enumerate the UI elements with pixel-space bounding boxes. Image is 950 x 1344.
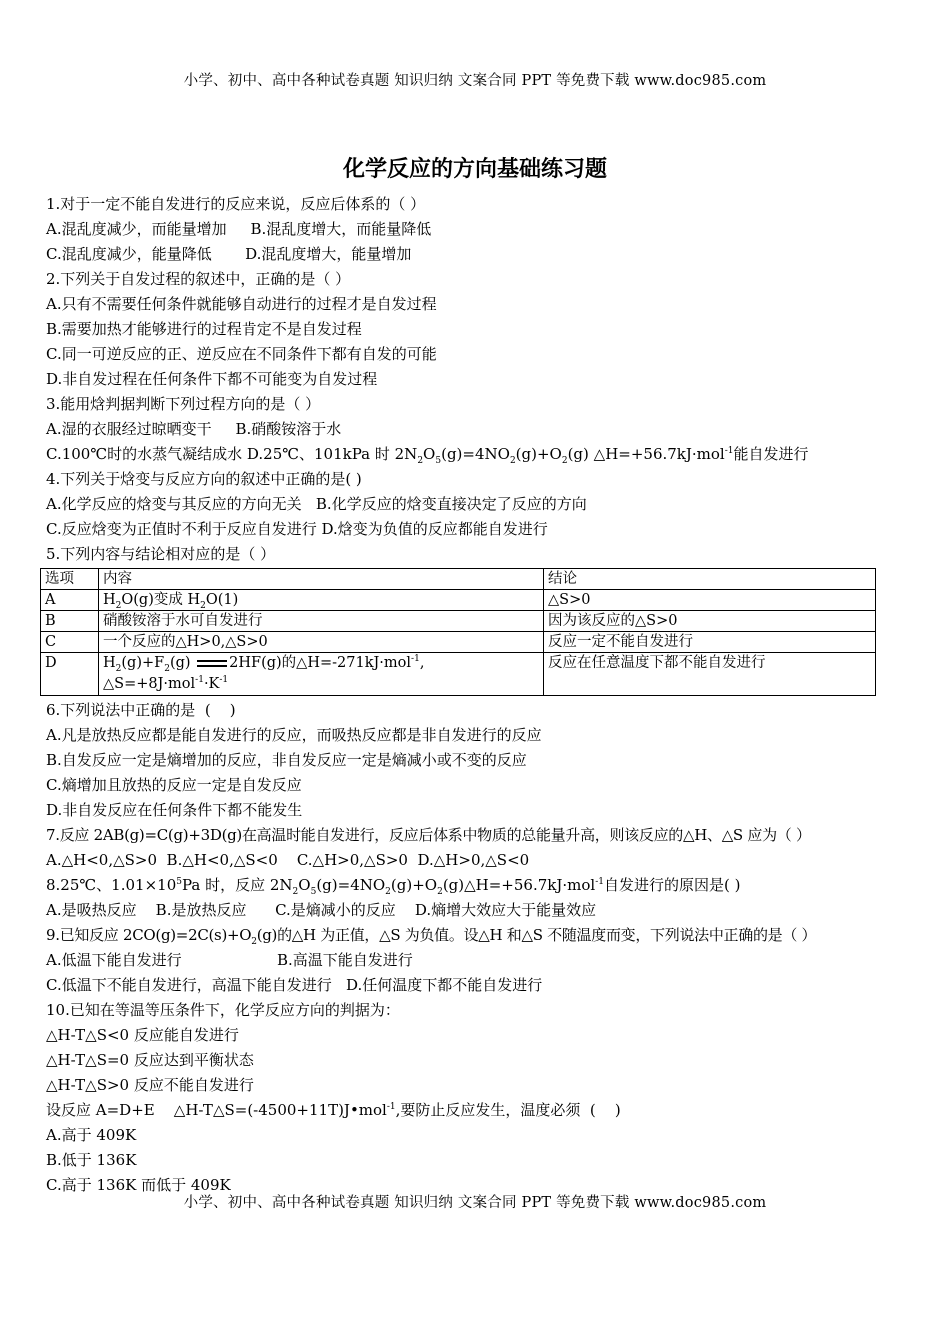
text: 设反应 A=D+E △H-T△S=(-4500+11T)J•mol [46,1101,387,1119]
question-9-stem [46,923,906,948]
table-cell-option: C [41,632,99,653]
table-cell-option: A [41,590,99,611]
sub: 2 [200,600,206,611]
text: (g)=4NO [441,445,510,463]
question-2-option-c: C.同一可逆反应的正、逆反应在不同条件下都有自发的可能 [46,345,437,363]
table-row [41,590,876,611]
text: O(g)变成 H [121,592,201,608]
question-4-stem: 4.下列关于焓变与反应方向的叙述中正确的是( ) [46,470,362,488]
question-4-options-cd: C.反应焓变为正值时不利于反应自发进行 D.焓变为负值的反应都能自发进行 [46,520,548,538]
question-10-option-c: C.高于 136K 而低于 409K [46,1176,231,1194]
sub: 5 [310,887,317,897]
table-header-row [41,569,876,590]
question-10-rule-1: △H-T△S<0 反应能自发进行 [46,1026,239,1044]
text: O(1) [205,592,239,608]
text: 9.已知反应 2CO(g)=2C(s)+O [46,926,252,944]
question-6-option-a: A.凡是放热反应都是能自发进行的反应，而吸热反应都是非自发进行的反应 [46,726,542,744]
question-10-condition [46,1098,906,1123]
table-cell-option: B [41,611,99,632]
text: (g) [169,655,196,671]
page-header: 小学、初中、高中各种试卷真题 知识归纳 文案合同 PPT 等免费下载 www.doc985.com [183,73,767,89]
question-2-option-a: A.只有不需要任何条件就能够自动进行的过程才是自发过程 [46,295,437,313]
text: H [103,655,116,671]
page-footer: 小学、初中、高中各种试卷真题 知识归纳 文案合同 PPT 等免费下载 www.doc985.com [183,1195,767,1211]
sup: -1 [195,675,204,686]
question-6-stem: 6.下列说法中正确的是 ( ) [46,701,236,719]
question-3-stem: 3.能用焓判据判断下列过程方向的是（ ） [46,395,321,413]
sup: -1 [219,675,229,686]
text: 自发进行的原因是( ) [603,876,741,894]
question-7-stem: 7.反应 2AB(g)=C(g)+3D(g)在高温时能自发进行，反应后体系中物质的总能量升高，则该反应的△H、△S 应为（ ） [46,826,811,844]
question-1-options-cd: C.混乱度减少，能量降低 D.混乱度增大，能量增加 [46,245,412,263]
question-10-option-a: A.高于 409K [46,1126,137,1144]
question-5-table [40,568,876,696]
table-cell-conclusion: 反应在任意温度下都不能自发进行 [544,653,876,696]
question-10-rule-2: △H-T△S=0 反应达到平衡状态 [46,1051,254,1069]
text: 8.25℃、1.01×10 [46,876,177,894]
question-7-options: A.△H<0,△S>0 B.△H<0,△S<0 C.△H>0,△S>0 D.△H>0,△S<0 [46,851,530,869]
sub: 2 [561,456,568,466]
question-2-stem: 2.下列关于自发过程的叙述中，正确的是（ ） [46,270,351,288]
table-header-cell: 结论 [544,569,876,590]
table-cell-content: 硝酸铵溶于水可自发进行 [99,611,544,632]
sup: 5 [176,877,182,887]
text: (g)△H=+56.7kJ·mol [442,876,596,894]
question-10-stem: 10.已知在等温等压条件下，化学反应方向的判据为： [46,1001,400,1019]
table-cell-content: 一个反应的△H>0,△S>0 [99,632,544,653]
table-header-cell: 选项 [41,569,99,590]
text: H [103,592,116,608]
question-6-option-b: B.自发反应一定是熵增加的反应，非自发反应一定是熵减小或不变的反应 [46,751,527,769]
table-cell-conclusion: △S>0 [544,590,876,611]
sub: 2 [115,663,122,674]
question-2-option-d: D.非自发过程在任何条件下都不可能变为自发过程 [46,370,378,388]
text: ·K [203,676,220,692]
text: O [298,876,311,894]
table-row [41,611,876,632]
sub: 2 [251,937,257,947]
text: △S=+8J·mol [103,676,196,692]
question-1-stem: 1.对于一定不能自发进行的反应来说，反应后体系的（ ） [46,195,426,213]
equilibrium-arrow-icon [195,657,229,669]
question-2-option-b: B.需要加热才能够进行的过程肯定不是自发过程 [46,320,362,338]
text: Pa 时，反应 2N [181,876,293,894]
sub: 2 [115,600,122,611]
equation-line [103,653,539,674]
question-3-options-cd [46,442,906,467]
question-9-options-cd: C.低温下不能自发进行，高温下能自发进行 D.任何温度下都不能自发进行 [46,976,543,994]
text: (g)+O [515,445,562,463]
text: (g)=4NO [316,876,386,894]
text: O [423,445,436,463]
question-list [46,192,906,1198]
table-cell-content [99,653,544,696]
table-cell-conclusion: 反应一定不能自发进行 [544,632,876,653]
table-cell-option: D [41,653,99,696]
text: C.100℃时的水蒸气凝结成水 D.25℃、101kPa 时 2N [46,445,418,463]
question-4-options-ab: A.化学反应的焓变与其反应的方向无关 B.化学反应的焓变直接决定了反应的方向 [46,495,587,513]
question-9-options-ab: A.低温下能自发进行 B.高温下能自发进行 [46,951,413,969]
table-cell-conclusion: 因为该反应的△S>0 [544,611,876,632]
table-row [41,632,876,653]
sub: 2 [292,887,299,897]
entropy-line [103,674,539,695]
text: (g)+F [121,655,165,671]
sub: 2 [417,456,424,466]
table-cell-content [99,590,544,611]
text: (g)+O [390,876,438,894]
text: (g)的△H 为正值，△S 为负值。设△H 和△S 不随温度而变，下列说法中正确的是（ ） [256,926,817,944]
question-8-options: A.是吸热反应 B.是放热反应 C.是熵减小的反应 D.熵增大效应大于能量效应 [46,901,597,919]
text: ,要防止反应发生，温度必须 ( ) [395,1101,621,1119]
sub: 5 [435,456,442,466]
sup: -1 [411,654,420,665]
question-6-option-d: D.非自发反应在任何条件下都不能发生 [46,801,303,819]
sub: 2 [437,887,443,897]
question-10-option-b: B.低于 136K [46,1151,137,1169]
table-header-cell: 内容 [99,569,544,590]
question-8-stem [46,873,906,898]
table-row [41,653,876,696]
text: 能自发进行 [733,445,809,463]
question-6-option-c: C.熵增加且放热的反应一定是自发反应 [46,776,302,794]
sup: -1 [595,877,604,887]
question-5-stem: 5.下列内容与结论相对应的是（ ） [46,545,276,563]
question-3-options-ab: A.湿的衣服经过晾晒变干 B.硝酸铵溶于水 [46,420,342,438]
sup: -1 [386,1102,396,1112]
question-10-rule-3: △H-T△S>0 反应不能自发进行 [46,1076,254,1094]
sup: -1 [724,446,734,456]
sub: 2 [509,456,516,466]
page-title: 化学反应的方向基础练习题 [342,156,607,182]
sub: 2 [385,887,391,897]
question-1-options-ab: A.混乱度减少，而能量增加 B.混乱度增大，而能量降低 [46,220,432,238]
text: 2HF(g)的△H=-271kJ·mol [229,655,412,671]
text: (g) △H=+56.7kJ·mol [567,445,725,463]
sub: 2 [164,663,170,674]
text: , [419,655,425,671]
